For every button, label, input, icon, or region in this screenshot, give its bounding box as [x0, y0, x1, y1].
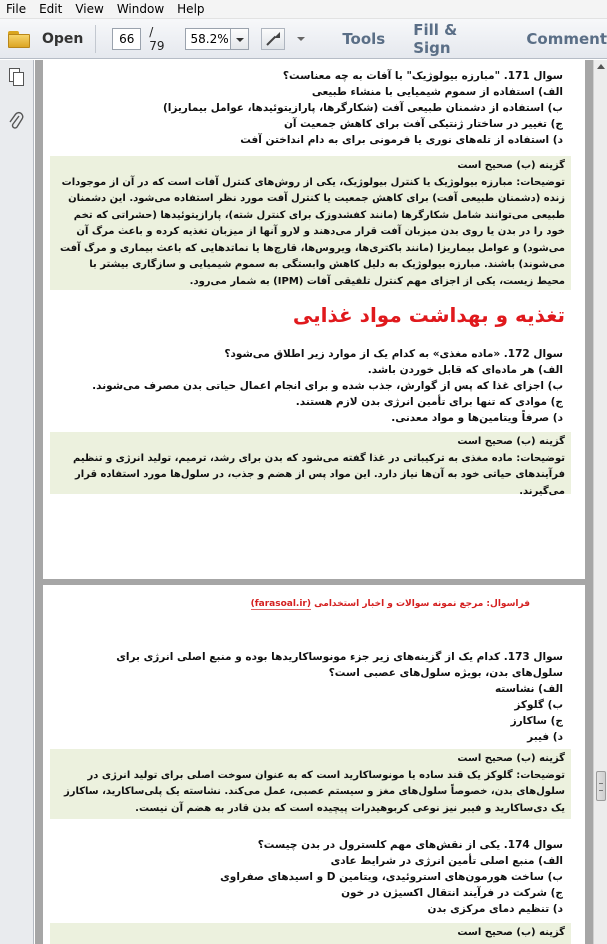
comment-button[interactable]: Comment — [526, 29, 607, 48]
option-a: الف) هر ماده‌ای که قابل خوردن باشد. — [367, 364, 563, 376]
answer-title: گزینه (ب) صحیح است — [457, 160, 565, 171]
answer-title: گزینه (ب) صحیح است — [457, 436, 565, 447]
question-text: سوال 173. کدام یک از گزینه‌های زیر جزء مونوساکاریدها بوده و منبع اصلی انرژی برای سلول‌های بدن، بویژه سلول‌های عصبی است؟ — [116, 651, 563, 679]
option-d: د) فیبر — [527, 731, 563, 743]
menu-file[interactable]: File — [6, 1, 27, 16]
option-c: ج) تغییر در ساختار ژنتیکی آفت برای کاهش جمعیت آن — [283, 118, 563, 130]
answer-box-173 — [50, 749, 571, 819]
option-d: د) استفاده از تله‌های نوری یا فرمونی برای به دام انداختن آفت — [240, 134, 563, 146]
fill-sign-button[interactable]: Fill & Sign — [413, 20, 458, 57]
zoom-input[interactable]: 58.2% — [185, 28, 231, 50]
header-note-text: فراسوال: مرجع نمونه سوالات و اخبار استخدامی — [314, 599, 530, 609]
answer-box-171 — [50, 156, 571, 290]
question-171 — [63, 68, 563, 148]
question-174 — [63, 837, 563, 917]
question-173 — [63, 649, 563, 745]
toolbar — [0, 19, 607, 59]
answer-explanation: توضیحات: ماده مغذی به ترکیباتی در غذا گفته می‌شود که بدن برای رشد، ترمیم، تولید انرژی و تنظیم فرآیندهای حیاتی خود به آن‌ها نیاز دارد. این مواد پس از هضم و جذب، در سلول‌ها مورد استفاده قرار می‌گیرند. — [72, 452, 565, 497]
menu-window[interactable]: Window — [116, 1, 165, 16]
page-total: / 79 — [149, 24, 165, 53]
option-c: ج) ساکارز — [510, 715, 563, 727]
scroll-up-arrow-icon[interactable] — [594, 60, 607, 74]
option-a: الف) نشاسته — [494, 683, 563, 695]
option-d: د) صرفاً ویتامین‌ها و مواد معدنی. — [391, 412, 563, 424]
vertical-scrollbar[interactable] — [593, 60, 607, 944]
question-text: سوال 172. «ماده مغذی» به کدام یک از موارد زیر اطلاق می‌شود؟ — [224, 348, 563, 360]
menu-bar — [0, 0, 607, 19]
pdf-page — [43, 585, 585, 944]
attachments-paperclip-icon[interactable] — [8, 110, 24, 132]
option-b: ب) گلوکز — [514, 699, 563, 711]
section-title: تغذیه و بهداشت مواد غذایی — [292, 303, 565, 327]
option-d: د) تنظیم دمای مرکزی بدن — [427, 903, 563, 915]
question-text: سوال 171. "مبارزه بیولوژیک" با آفات به چه معناست؟ — [282, 70, 563, 82]
toolbar-separator — [95, 25, 96, 53]
full-screen-icon[interactable] — [261, 28, 284, 50]
menu-view[interactable]: View — [75, 1, 104, 16]
option-b: ب) ساخت هورمون‌های استروئیدی، ویتامین D و اسیدهای صفراوی — [220, 871, 563, 883]
menu-help[interactable]: Help — [177, 1, 205, 16]
navigation-panel — [0, 60, 34, 944]
option-b: ب) اجزای غذا که پس از گوارش، جذب شده و برای انجام اعمال حیاتی بدن مصرف می‌شوند. — [92, 380, 563, 392]
answer-box-174 — [50, 923, 571, 944]
pdf-page — [43, 60, 585, 579]
tools-button[interactable]: Tools — [342, 29, 386, 48]
folder-icon — [8, 30, 32, 48]
question-text: سوال 174. یکی از نقش‌های مهم کلسترول در بدن چیست؟ — [257, 839, 563, 851]
option-a: الف) استفاده از سموم شیمیایی با منشاء طبیعی — [311, 86, 563, 98]
header-site-link[interactable]: (farasoal.ir) — [250, 599, 312, 609]
page-number-input[interactable]: 66 — [112, 28, 141, 50]
page-thumbnails-icon[interactable] — [9, 68, 24, 86]
zoom-dropdown-chevron-icon[interactable] — [231, 28, 249, 50]
document-viewport[interactable] — [35, 60, 593, 944]
option-b: ب) استفاده از دشمنان طبیعی آفت (شکارگرها، پارازیتوئیدها، عوامل بیماریزا) — [162, 102, 563, 114]
menu-edit[interactable]: Edit — [39, 1, 63, 16]
zoom-control — [185, 28, 249, 50]
answer-box-172 — [50, 432, 571, 497]
open-button[interactable] — [8, 24, 83, 54]
option-a: الف) منبع اصلی تأمین انرژی در شرایط عادی — [330, 855, 563, 867]
toolbar-more-chevron-icon[interactable] — [297, 35, 305, 43]
question-172 — [63, 346, 563, 426]
option-c: ج) شرکت در فرآیند انتقال اکسیژن در خون — [341, 887, 563, 899]
scrollbar-thumb[interactable] — [596, 771, 606, 801]
answer-explanation: توضیحات: مبارزه بیولوژیک یا کنترل بیولوژیک، یکی از روش‌های کنترل آفات است که در آن از موجودات زنده (دشمنان طبیعی آفت) برای کاهش جمعیت یا کنترل آفت مورد نظر استفاده می‌شود. این دشمنان طبیعی می‌توانند شامل شکارگرها (مانند کفشدوزک برای کنترل شته)، پارازیتوئیدها (حشراتی که تخم خود را در بدن یا روی بدن میزبان آفت قرار می‌دهند و لارو آنها از میزبان تغذیه کرده و باعث مرگ آن می‌شود) و عوامل بیماریزا (مانند باکتری‌ها، ویروس‌ها، قارچ‌ها یا نماتدهایی که باعث بیماری و مرگ آفت می‌شوند) باشند. مبارزه بیولوژیک به دلیل کاهش وابستگی به سموم شیمیایی و سازگاری بیشتر با محیط زیست، یکی از اجزای مهم کنترل تلفیقی آفات (IPM) به شمار می‌رود. — [60, 176, 565, 287]
answer-title: گزینه (ب) صحیح است — [457, 927, 565, 938]
answer-title: گزینه (ب) صحیح است — [457, 753, 565, 764]
open-label: Open — [42, 30, 84, 47]
answer-explanation: توضیحات: گلوکز یک قند ساده یا مونوساکارید است که به عنوان سوخت اصلی برای تولید انرژی در سلول‌های بدن، خصوصاً سلول‌های مغز و سیستم عصبی، عمل می‌کند. نشاسته یک پلی‌ساکارید، ساکارز یک دی‌ساکارید و فیبر نیز نوعی کربوهیدرات پیچیده است که بدن قادر به هضم آن نیست. — [63, 769, 565, 814]
option-c: ج) موادی که تنها برای تأمین انرژی بدن لازم هستند. — [295, 396, 563, 408]
page-header-note — [251, 599, 530, 609]
